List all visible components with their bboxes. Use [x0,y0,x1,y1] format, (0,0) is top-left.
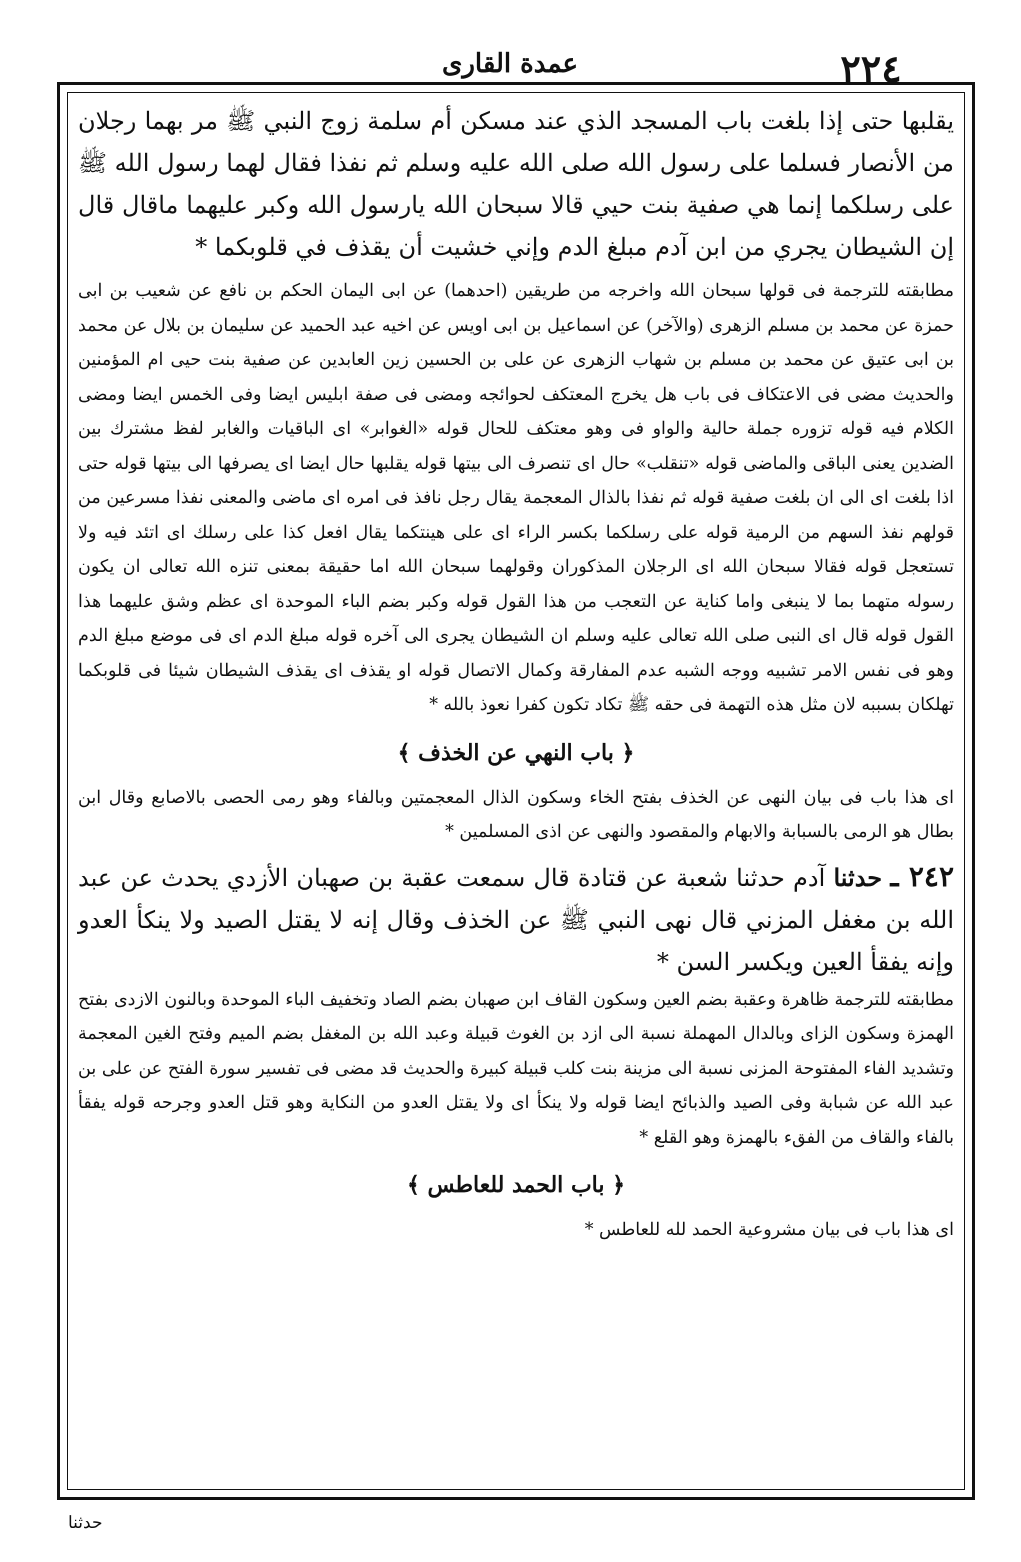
hadith-text [78,856,954,983]
commentary-paragraph: مطابقته للترجمة ظاهرة وعقبة بضم العين وسكون القاف ابن صهبان بضم الصاد وتخفيف الباء الموحدة وبالنون الازدى بفتح الهمزة وسكون الزاى وبالدال المهملة نسبة الى ازد بن الغوث قبيلة وعبد الله بن المغفل بضم الميم وفتح الغين المعجمة وتشديد الفاء المفتوحة المزنى نسبة الى مزينة بنت كلب قبيلة كبيرة والحديث قد مضى فى تفسير سورة الفتح عن على بن عبد الله عن شبابة وفى الصيد والذبائح ايضا قوله ولا ينكأ اى ولا يقتل العدو من النكاية وهو قتل العدو وجرحه قوله يفقأ بالفاء والقاف من الفقء بالهمزة وهو القلع * [78,989,954,1148]
commentary-paragraph: اى هذا باب فى بيان النهى عن الخذف بفتح الخاء وسكون الذال المعجمتين وبالفاء وهو رمى الحصى بالاصابع وقال ابن بطال هو الرمى بالسبابة والابهام والمقصود والنهى عن اذى المسلمين * [78,787,954,842]
chapter-heading: ﴿ باب الحمد للعاطس ﴾ [406,1172,626,1198]
hadith-text: يقلبها حتى إذا بلغت باب المسجد الذي عند مسكن أم سلمة زوج النبي ﷺ مر بهما رجلان من الأنصار فسلما على رسول الله صلى الله عليه وسلم ثم نفذا فقال لهما رسول الله ﷺ على رسلكما إنما هي صفية بنت حيي قالا سبحان الله يارسول الله وكبر عليهما ماقال قال إن الشيطان يجري من ابن آدم مبلغ الدم وإني خشيت أن يقذف في قلوبكما * [78,107,954,261]
commentary-paragraph: اى هذا باب فى بيان مشروعية الحمد لله للعاطس * [584,1220,954,1240]
hadith-opening-word: حدثنا [833,862,883,892]
chapter-heading: ﴿ باب النهي عن الخذف ﴾ [397,739,635,766]
commentary-paragraph: مطابقته للترجمة فى قولها سبحان الله واخرجه من طريقين (احدهما) عن ابى اليمان الحكم بن نافع عن شعيب بن ابى حمزة عن محمد بن مسلم الزهرى (والآخر) عن اسماعيل بن ابى اويس عن اخيه عبد الحميد عن سليمان بن بلال عن محمد بن ابى عتيق عن محمد بن مسلم بن شهاب الزهرى عن على بن الحسين زين العابدين عن صفية بنت حيى ام المؤمنين والحديث مضى فى الاعتكاف فى باب هل يخرج المعتكف لحوائجه ومضى فى صفة ابليس ايضا وفى الخمس ايضا ومضى الكلام فيه قوله تزوره جملة حالية والواو فى وهو معتكف للحال قوله «الغوابر» اى الباقيات والغابر لفظ مشترك بين الضدين يعنى الباقى والماضى قوله «تنقلب» حال اى تنصرف الى بيتها قوله يقلبها حال ايضا اى يصرفها الى بيتها قوله حتى اذا بلغت اى الى ان بلغت صفية قوله ثم نفذا بالذال المعجمة يقال رجل نافذ فى امره اى ماضى والمعنى نفذا مسرعين من قولهم نفذ السهم من الرمية قوله على رسلكما بكسر الراء اى على هينتكما يقال افعل كذا على رسلك اى اتئد فيه ولا تستعجل قوله فقالا سبحان الله اى الرجلان المذكوران وقولهما سبحان الله اما حقيقة بمعنى تنزه الله تعالى ان يكون رسوله متهما بما لا ينبغى واما كناية عن التعجب من هذا القول قوله وكبر بضم الباء الموحدة اى عظم وشق عليهما هذا القول قوله قال اى النبى صلى الله تعالى عليه وسلم ان الشيطان يجرى الى آخره قوله مبلغ الدم اى فى موضع مبلغ الدم وهو فى نفس الامر تشبيه ووجه الشبه عدم المفارقة وكمال الاتصال قوله او يقذف اى يقذف الشيطان شيئا فى قلوبكما تهلكان بسببه لان مثل هذه التهمة فى حقه ﷺ تكاد تكون كفرا نعوذ بالله * [78,281,954,715]
running-title: عمدة القاری [442,49,578,79]
text-body [78,100,954,1484]
page-number: ٢٢٤ [840,46,902,91]
hadith-body: آدم حدثنا شعبة عن قتادة قال سمعت عقبة بن صهبان الأزدي يحدث عن عبد الله بن مغفل المزني قال نهى النبي ﷺ عن الخذف وقال إنه لا يقتل الصيد ولا ينكأ العدو وإنه يفقأ العين ويكسر السن * [78,863,955,976]
hadith-number: ٢٤٢ ـ [890,859,955,893]
catchword: حدثنا [68,1513,103,1533]
